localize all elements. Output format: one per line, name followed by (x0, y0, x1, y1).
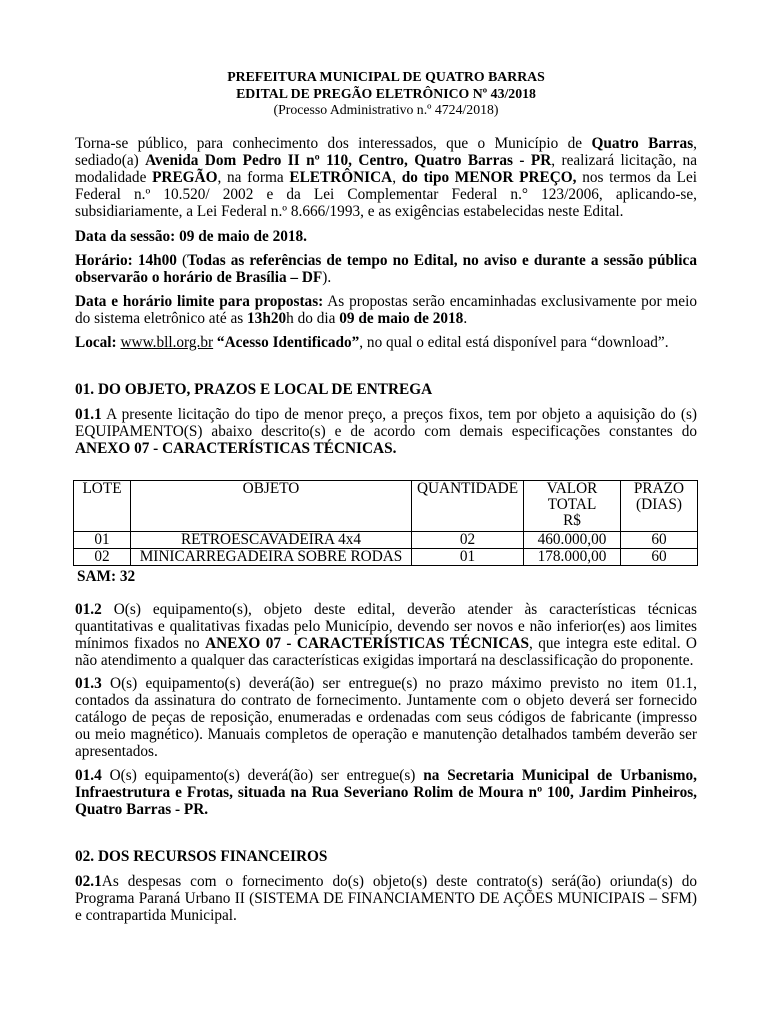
location-label: Local: (75, 333, 121, 351)
deadline-text: As propostas serão encaminhadas exclusivamente por meio do sistema eletrônico até as (75, 292, 697, 327)
deadline-label: Data e horário limite para propostas: (75, 292, 324, 310)
item-text: , que integra este edital. O não atendimento a qualquer das características exigidas importará na desclassificação do proponente. (75, 634, 697, 669)
deadline-text: h do dia (286, 309, 340, 327)
item-number: 01.4 (75, 766, 102, 784)
item-01-4 (75, 767, 697, 818)
item-text: A presente licitação do tipo de menor preço, a preços fixos, tem por objeto a aquisição do (s) EQUIPAMENTO(S) abaixo descrito(s) e de acordo com demais especificações constantes do (75, 405, 697, 440)
cell-prazo: 60 (621, 532, 698, 549)
session-date: Data da sessão: 09 de maio de 2018. (75, 227, 308, 245)
location-link[interactable]: www.bll.org.br (120, 333, 214, 351)
intro-type: do tipo MENOR PREÇO, (401, 168, 577, 186)
schedule-text: ). (322, 268, 332, 286)
item-text: As despesas com o fornecimento do(s) objeto(s) deste contrato(s) será(ão) oriunda(s) do Programa Paraná Urbano II (SISTEMA DE FINANCIAMENTO DE AÇÕES MUNICIPAIS – SFM) e contrapartida Municipal. (75, 872, 697, 924)
item-01-1 (75, 406, 697, 457)
process-number: (Processo Administrativo n.º 4724/2018) (273, 102, 499, 117)
intro-text: , realizará licitação, na modalidade (75, 151, 697, 186)
deadline-paragraph (75, 293, 697, 327)
table-header-row (74, 481, 698, 532)
item-annex: ANEXO 07 - CARACTERÍSTICAS TÉCNICAS. (75, 439, 397, 457)
table-row (74, 549, 698, 566)
document-header (75, 69, 697, 119)
item-text: O(s) equipamento(s), objeto deste edital, deverão atender às características técnicas quantitativas e qualitativas fixadas pelo Município, devendo ser novos e não inferior(es) aos limites mínimos fixados no (75, 600, 697, 652)
item-number: 01.1 (75, 405, 102, 423)
cell-objeto: MINICARREGADEIRA SOBRE RODAS (131, 549, 412, 566)
schedule-time: Horário: 14h00 (75, 251, 177, 269)
edital-title: EDITAL DE PREGÃO ELETRÔNICO Nº 43/2018 (236, 85, 536, 101)
intro-text: , sediado(a) (75, 134, 697, 169)
table-row (74, 532, 698, 549)
column-header-quantidade: QUANTIDADE (412, 481, 524, 532)
cell-valor: 460.000,00 (524, 532, 621, 549)
cell-quantidade: 02 (412, 532, 524, 549)
section-01-heading: 01. DO OBJETO, PRAZOS E LOCAL DE ENTREGA (75, 380, 433, 398)
column-header-valor-label: VALOR TOTAL R$ (546, 480, 598, 529)
location-access: “Acesso Identificado” (213, 333, 360, 351)
schedule-note: Todas as referências de tempo no Edital, no aviso e durante a sessão pública observarão o horário de Brasília – DF (75, 251, 697, 286)
schedule-text: ( (176, 251, 188, 269)
deadline-text: . (463, 309, 468, 327)
location-text: , no qual o edital está disponível para “download”. (359, 333, 669, 351)
cell-prazo: 60 (621, 549, 698, 566)
section-02-heading: 02. DOS RECURSOS FINANCEIROS (75, 847, 328, 865)
location-paragraph (75, 334, 697, 351)
intro-paragraph (75, 135, 697, 220)
deadline-time: 13h20 (247, 309, 287, 327)
column-header-objeto: OBJETO (131, 481, 412, 532)
item-number: 02.1 (75, 872, 102, 890)
intro-text: Torna-se público, para conhecimento dos interessados, que o Município de (75, 134, 592, 152)
item-annex: ANEXO 07 - CARACTERÍSTICAS TÉCNICAS (205, 634, 529, 652)
item-number: 01.2 (75, 600, 102, 618)
intro-text: nos termos da Lei Federal n.º 10.520/ 2002 e da Lei Complementar Federal n.° 123/2006, aplicando-se, subsidiariamente, a Lei Federal n.º 8.666/1993, e as exigências estabelecidas neste Edital. (75, 168, 698, 220)
intro-text: , (392, 168, 402, 186)
item-number: 01.3 (75, 674, 102, 692)
item-text: O(s) equipamento(s) deverá(ão) ser entregue(s) (101, 766, 424, 784)
item-text: O(s) equipamento(s) deverá(ão) ser entregue(s) no prazo máximo previsto no item 01.1, contados da assinatura do contrato de fornecimento. Juntamente com o objeto deverá ser fornecido catálogo de peças de reposição, enumeradas e ordenadas com seus códigos de fabricante (impresso ou meio magnético). Manuais completos de operação e manutenção detalhados também deverão ser apresentados. (75, 674, 697, 760)
cell-quantidade: 01 (412, 549, 524, 566)
sam-code: SAM: 32 (77, 568, 136, 585)
cell-objeto: RETROESCAVADEIRA 4x4 (131, 532, 412, 549)
cell-lote: 02 (74, 549, 131, 566)
item-01-2 (75, 601, 697, 669)
cell-lote: 01 (74, 532, 131, 549)
schedule-paragraph (75, 252, 697, 286)
item-02-1 (75, 873, 697, 924)
item-01-3 (75, 675, 697, 760)
edital-page (75, 69, 697, 924)
column-header-valor (524, 481, 621, 532)
column-header-prazo: PRAZO (DIAS) (621, 481, 698, 532)
municipality-title: PREFEITURA MUNICIPAL DE QUATRO BARRAS (227, 69, 545, 84)
column-header-lote: LOTE (74, 481, 131, 532)
intro-form: ELETRÔNICA (289, 168, 393, 186)
delivery-place: na Secretaria Municipal de Urbanismo, Infraestrutura e Frotas, situada na Rua Severiano Rolim de Moura nº 100, Jardim Pinheiros, Quatro Barras - PR. (75, 766, 697, 818)
intro-modality: PREGÃO (152, 168, 218, 186)
cell-valor: 178.000,00 (524, 549, 621, 566)
intro-municipality: Quatro Barras (591, 134, 694, 152)
intro-text: , na forma (217, 168, 290, 186)
intro-address: Avenida Dom Pedro II nº 110, Centro, Quatro Barras - PR (145, 151, 552, 169)
deadline-date: 09 de maio de 2018 (339, 309, 464, 327)
lots-table (73, 480, 698, 566)
